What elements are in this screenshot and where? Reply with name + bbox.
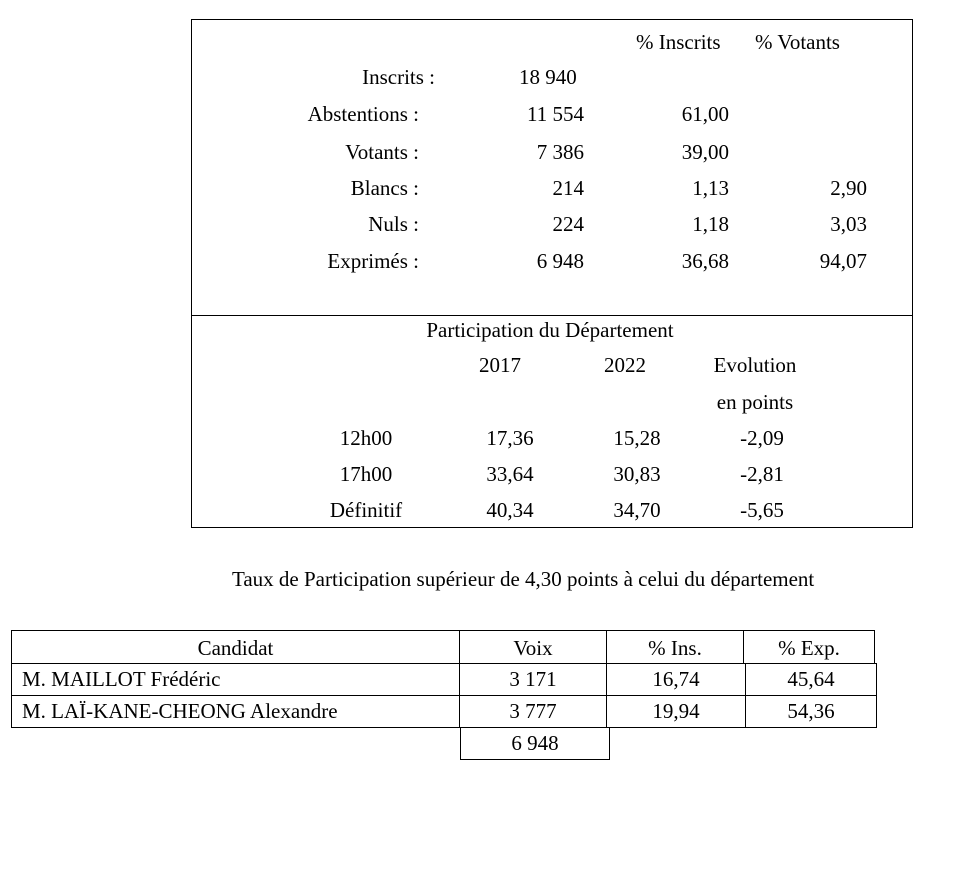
header-pct-ins: % Ins. <box>648 636 702 660</box>
candidate-pct-ins-cell <box>606 695 746 728</box>
row-value: 11 554 <box>527 102 584 126</box>
candidate-pct-exp: 45,64 <box>787 667 835 691</box>
row-2017: 33,64 <box>486 462 534 486</box>
header-pct-inscrits: % Inscrits <box>636 30 721 54</box>
participation-header-evolution: Evolution <box>713 353 797 377</box>
candidate-pct-ins-cell <box>606 663 746 696</box>
participation-note: Taux de Participation supérieur de 4,30 points à celui du département <box>232 567 815 591</box>
total-voix-cell <box>460 727 610 760</box>
table-row <box>11 695 460 728</box>
header-pct-votants: % Votants <box>755 30 840 54</box>
total-voix: 6 948 <box>511 731 559 755</box>
candidate-name: M. LAÏ-KANE-CHEONG Alexandre <box>22 699 338 723</box>
row-pct-inscrits: 36,68 <box>681 249 729 273</box>
row-pct-inscrits: 1,13 <box>692 176 729 200</box>
header-pct-ins-cell <box>606 630 744 664</box>
candidate-voix: 3 171 <box>509 667 557 691</box>
participation-box <box>191 315 913 528</box>
row-value: 224 <box>552 212 584 236</box>
row-pct-votants: 2,90 <box>830 176 867 200</box>
header-candidat: Candidat <box>197 636 274 660</box>
header-candidat-cell <box>11 630 460 664</box>
row-2022: 30,83 <box>613 462 661 486</box>
row-evolution: -2,09 <box>740 426 784 450</box>
row-label: 17h00 <box>339 462 393 486</box>
row-2022: 15,28 <box>613 426 661 450</box>
table-row <box>11 663 460 696</box>
row-pct-inscrits: 39,00 <box>681 140 729 164</box>
candidate-voix-cell <box>459 695 607 728</box>
participation-header-evolution-unit: en points <box>716 390 794 414</box>
candidate-pct-exp-cell <box>745 663 877 696</box>
header-voix: Voix <box>513 636 553 660</box>
participation-header-2017: 2017 <box>479 353 521 377</box>
candidate-voix: 3 777 <box>509 699 557 723</box>
row-label: Blancs : <box>350 176 419 200</box>
row-pct-inscrits: 61,00 <box>681 102 729 126</box>
row-label: Exprimés : <box>327 249 419 273</box>
row-label: Inscrits : <box>362 65 435 89</box>
row-2022: 34,70 <box>613 498 661 522</box>
row-label: Abstentions : <box>307 102 419 126</box>
row-2017: 17,36 <box>486 426 534 450</box>
row-label: Définitif <box>329 498 403 522</box>
candidate-name: M. MAILLOT Frédéric <box>22 667 221 691</box>
row-value: 18 940 <box>519 65 577 89</box>
candidate-pct-exp: 54,36 <box>787 699 835 723</box>
row-value: 6 948 <box>536 249 584 273</box>
header-voix-cell <box>459 630 607 664</box>
row-label: Votants : <box>345 140 419 164</box>
row-label: Nuls : <box>368 212 419 236</box>
candidate-pct-ins: 16,74 <box>652 667 700 691</box>
candidate-pct-ins: 19,94 <box>652 699 700 723</box>
row-label: 12h00 <box>339 426 393 450</box>
row-pct-votants: 3,03 <box>830 212 867 236</box>
header-pct-exp: % Exp. <box>778 636 840 660</box>
row-value: 214 <box>552 176 584 200</box>
candidate-voix-cell <box>459 663 607 696</box>
row-evolution: -5,65 <box>740 498 784 522</box>
row-value: 7 386 <box>536 140 584 164</box>
row-2017: 40,34 <box>486 498 534 522</box>
participation-title: Participation du Département <box>426 318 674 342</box>
candidate-pct-exp-cell <box>745 695 877 728</box>
header-pct-exp-cell <box>743 630 875 664</box>
row-pct-votants: 94,07 <box>819 249 867 273</box>
row-pct-inscrits: 1,18 <box>692 212 729 236</box>
row-evolution: -2,81 <box>740 462 784 486</box>
participation-header-2022: 2022 <box>604 353 646 377</box>
